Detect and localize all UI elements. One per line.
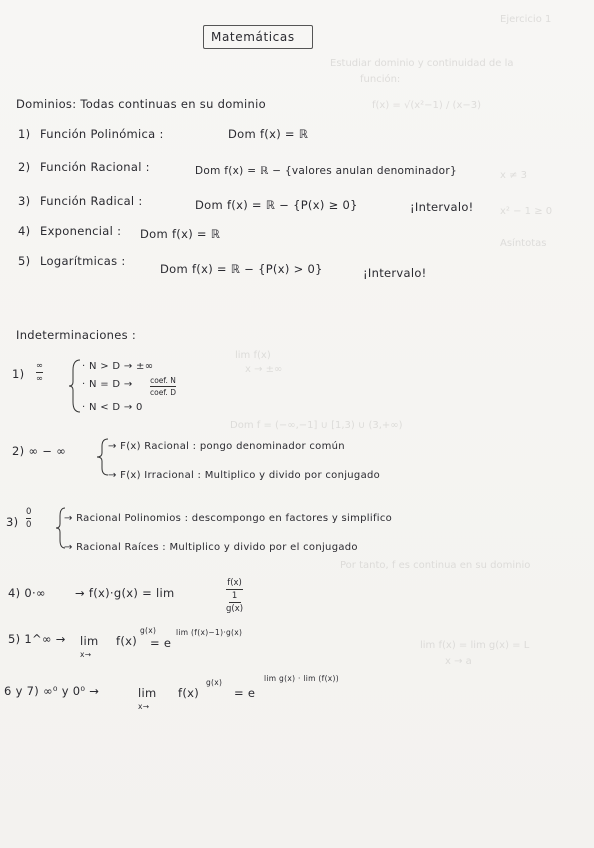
ghost-text: Ejercicio 1 xyxy=(500,14,552,25)
indet-6-label: 6 y 7) ∞⁰ y 0⁰ → xyxy=(4,684,100,698)
denominator: g(x) xyxy=(226,604,244,614)
dominio-name: Logarítmicas : xyxy=(40,254,126,268)
dominio-rule: Dom f(x) = ℝ − {P(x) ≥ 0} xyxy=(195,198,358,212)
indet-2-case: → F(x) Racional : pongo denominador común xyxy=(108,441,345,452)
denominator: ∞ xyxy=(36,374,44,384)
base-expr: f(x) xyxy=(178,686,200,700)
ghost-text: x² − 1 ≥ 0 xyxy=(500,206,553,217)
dominio-intervalo-note: ¡Intervalo! xyxy=(410,200,474,214)
indet-5-label: 5) 1^∞ → xyxy=(8,632,66,646)
indet-3-case: → Racional Raíces : Multiplico y divido por el conjugado xyxy=(64,542,358,553)
indet-4-label: 4) 0·∞ xyxy=(8,586,46,600)
indet-1-case: · N = D → xyxy=(82,379,133,390)
fraction-bar xyxy=(229,602,241,603)
ghost-text: x ≠ 3 xyxy=(500,170,528,181)
inner-numerator: 1 xyxy=(231,591,238,601)
lim-subscript: x→ xyxy=(138,702,150,711)
indet-1-fraction xyxy=(36,361,43,384)
indet-3-fraction xyxy=(26,507,31,530)
coef-fraction xyxy=(150,376,176,397)
dominio-name: Función Polinómica : xyxy=(40,127,164,141)
numerator: f(x) xyxy=(227,578,242,588)
fraction-bar xyxy=(26,518,31,519)
dominio-rule: Dom f(x) = ℝ xyxy=(140,227,221,241)
numerator: ∞ xyxy=(36,361,44,371)
fraction-bar xyxy=(36,372,43,373)
indet-3-num: 3) xyxy=(6,515,19,529)
indet-1-case: · N > D → ±∞ xyxy=(82,361,154,372)
indet-1-num: 1) xyxy=(12,367,25,381)
equals-e: = e xyxy=(234,686,256,700)
dominio-rule: Dom f(x) = ℝ − {valores anulan denominador} xyxy=(195,165,457,177)
ghost-text: x → a xyxy=(445,656,472,667)
ghost-text: f(x) = √(x²−1) / (x−3) xyxy=(372,100,482,111)
ghost-text: Estudiar dominio y continuidad de la xyxy=(330,58,514,69)
dominio-intervalo-note: ¡Intervalo! xyxy=(363,266,427,280)
dominio-name: Función Racional : xyxy=(40,160,150,174)
numerator: coef. N xyxy=(150,376,176,385)
ghost-text: Dom f = (−∞,−1] ∪ [1,3) ∪ (3,+∞) xyxy=(230,420,403,431)
denominator: 0 xyxy=(26,520,32,530)
dominio-num: 4) xyxy=(18,224,31,238)
indet-2-label: 2) ∞ − ∞ xyxy=(12,444,66,458)
indet-2-case: → F(x) Irracional : Multiplico y divido por conjugado xyxy=(108,470,381,481)
ghost-text: lim f(x) xyxy=(235,350,271,361)
brace-icon xyxy=(68,358,82,414)
e-exponent: lim g(x) · lim (f(x)) xyxy=(264,674,340,683)
dominio-rule: Dom f(x) = ℝ xyxy=(228,127,309,141)
dominio-num: 3) xyxy=(18,194,31,208)
dominio-name: Función Radical : xyxy=(40,194,143,208)
numerator: 0 xyxy=(26,507,32,517)
exponent-expr: g(x) xyxy=(140,626,157,635)
e-exponent: lim (f(x)−1)·g(x) xyxy=(176,628,243,637)
dominio-num: 2) xyxy=(18,160,31,174)
dominio-num: 5) xyxy=(18,254,31,268)
exponent-expr: g(x) xyxy=(206,678,223,687)
ghost-text: función: xyxy=(360,74,401,85)
base-expr: f(x) xyxy=(116,634,138,648)
ghost-text: x → ±∞ xyxy=(245,364,283,375)
indet-4-expr: → f(x)·g(x) = lim xyxy=(75,586,175,600)
indet-4-fraction xyxy=(226,578,243,614)
ghost-text: Asíntotas xyxy=(500,238,547,249)
denominator: coef. D xyxy=(150,388,176,397)
page-title: Matemáticas xyxy=(211,30,295,44)
dominio-name: Exponencial : xyxy=(40,224,122,238)
equals-e: = e xyxy=(150,636,172,650)
dominios-heading: Dominios: Todas continuas en su dominio xyxy=(16,97,266,111)
indet-1-case: · N < D → 0 xyxy=(82,402,143,413)
lim-label: lim xyxy=(138,686,157,700)
indet-3-case: → Racional Polinomios : descompongo en factores y simplifico xyxy=(64,513,393,524)
dominio-num: 1) xyxy=(18,127,31,141)
dominio-rule: Dom f(x) = ℝ − {P(x) > 0} xyxy=(160,262,323,276)
fraction-bar xyxy=(150,386,176,387)
ghost-text: lim f(x) = lim g(x) = L xyxy=(420,640,530,651)
lim-subscript: x→ xyxy=(80,650,92,659)
indeterminaciones-heading: Indeterminaciones : xyxy=(16,328,137,342)
fraction-bar xyxy=(226,589,243,590)
lim-label: lim xyxy=(80,634,99,648)
ghost-text: Por tanto, f es continua en su dominio xyxy=(340,560,531,571)
